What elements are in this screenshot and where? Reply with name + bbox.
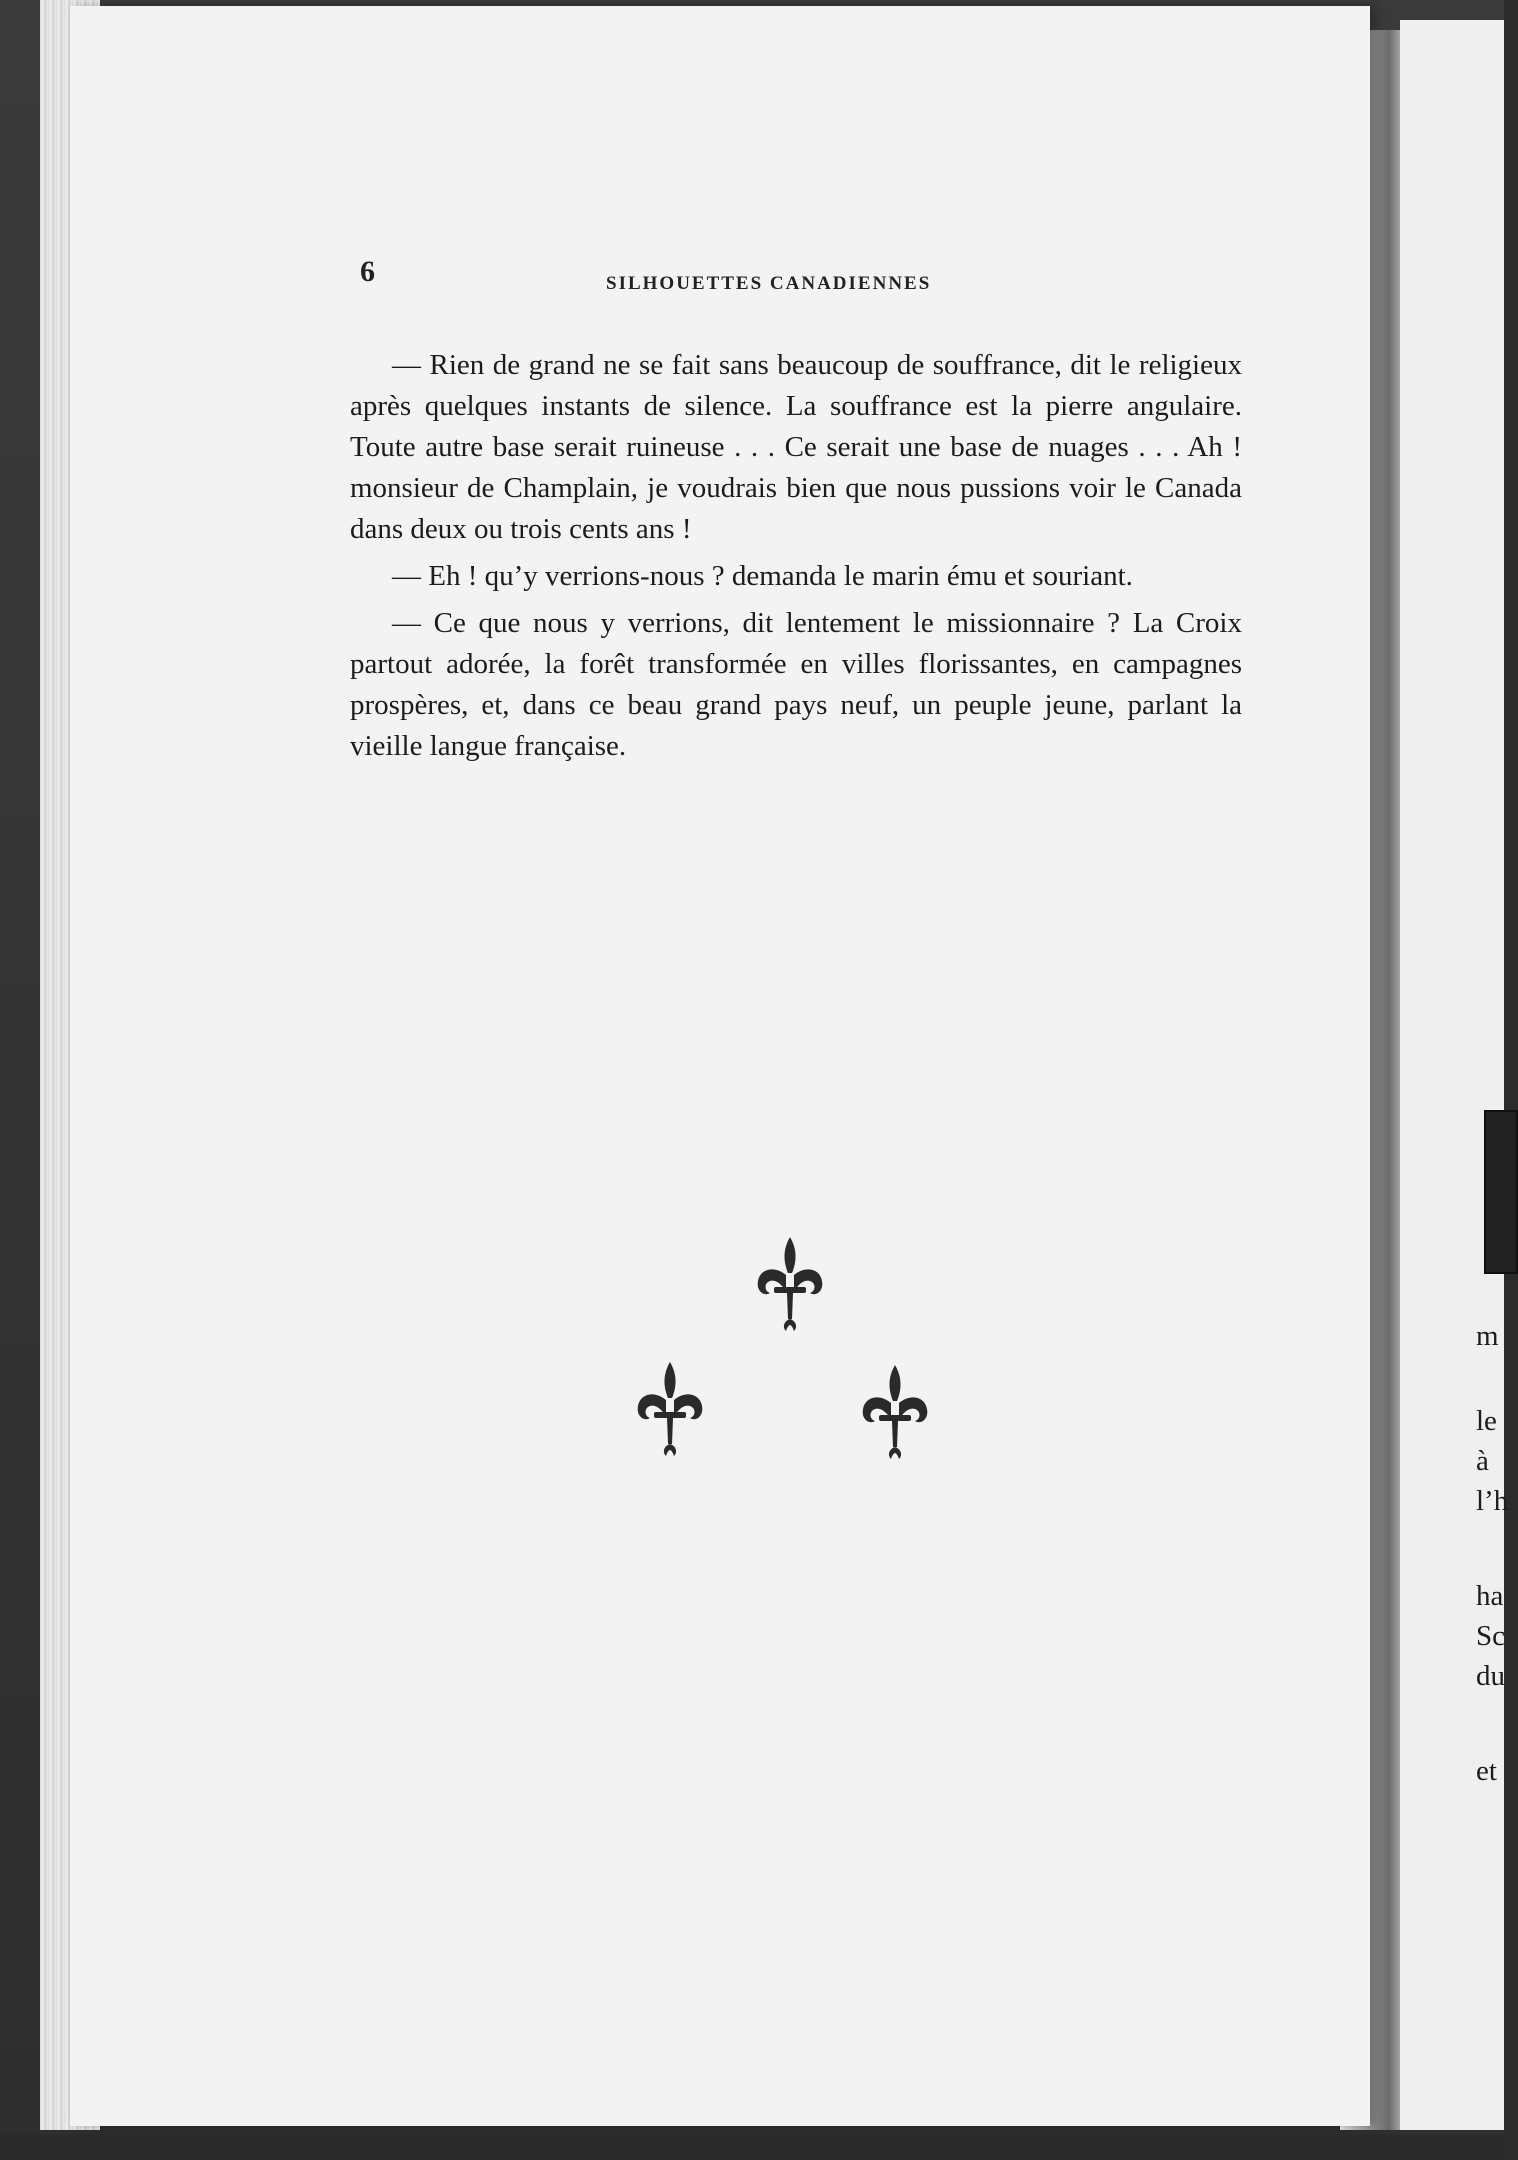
book-page xyxy=(70,6,1370,2126)
facing-page-fragment: Sc xyxy=(1476,1620,1505,1652)
facing-page-fragment: ha xyxy=(1476,1580,1504,1612)
paragraph: — Ce que nous y verrions, dit lentement le missionnaire ? La Croix partout adorée, la forêt transformée en villes florissantes, en campagnes prospères, et, dans ce beau grand pays neuf, un peuple jeune, parlant la vieille langue française. xyxy=(350,607,1242,762)
body-text xyxy=(350,345,1242,773)
facing-page-fragment: du xyxy=(1476,1660,1505,1692)
facing-page-ornament xyxy=(1484,1110,1518,1274)
facing-page-fragment: m xyxy=(1476,1320,1499,1352)
fleur-de-lis-icon xyxy=(630,1360,710,1460)
paragraph: — Rien de grand ne se fait sans beaucoup de souffrance, dit le religieux après quelques instants de silence. La souffrance est la pierre angulaire. Toute autre base serait ruineuse . . . Ce serait une base de nuages . . . Ah ! monsieur de Champlain, je voudrais bien que nous pussions voir le Canada dans deux ou trois cents ans ! xyxy=(350,349,1242,545)
fleur-de-lis-ornament xyxy=(620,1225,950,1465)
page-number: 6 xyxy=(360,255,375,288)
page-header xyxy=(360,255,1000,295)
fleur-de-lis-icon xyxy=(750,1235,830,1335)
facing-page-fragment: et xyxy=(1476,1755,1497,1787)
paragraph: — Eh ! qu’y verrions-nous ? demanda le marin ému et souriant. xyxy=(392,560,1133,592)
facing-page-fragment: le xyxy=(1476,1405,1497,1437)
fleur-de-lis-icon xyxy=(855,1363,935,1463)
facing-page-fragment: à xyxy=(1476,1445,1489,1477)
running-head: SILHOUETTES CANADIENNES xyxy=(606,273,932,294)
facing-page xyxy=(1400,20,1509,2130)
facing-page-fragment: l’h xyxy=(1476,1485,1509,1517)
scan-bottom-edge xyxy=(0,2135,1504,2160)
